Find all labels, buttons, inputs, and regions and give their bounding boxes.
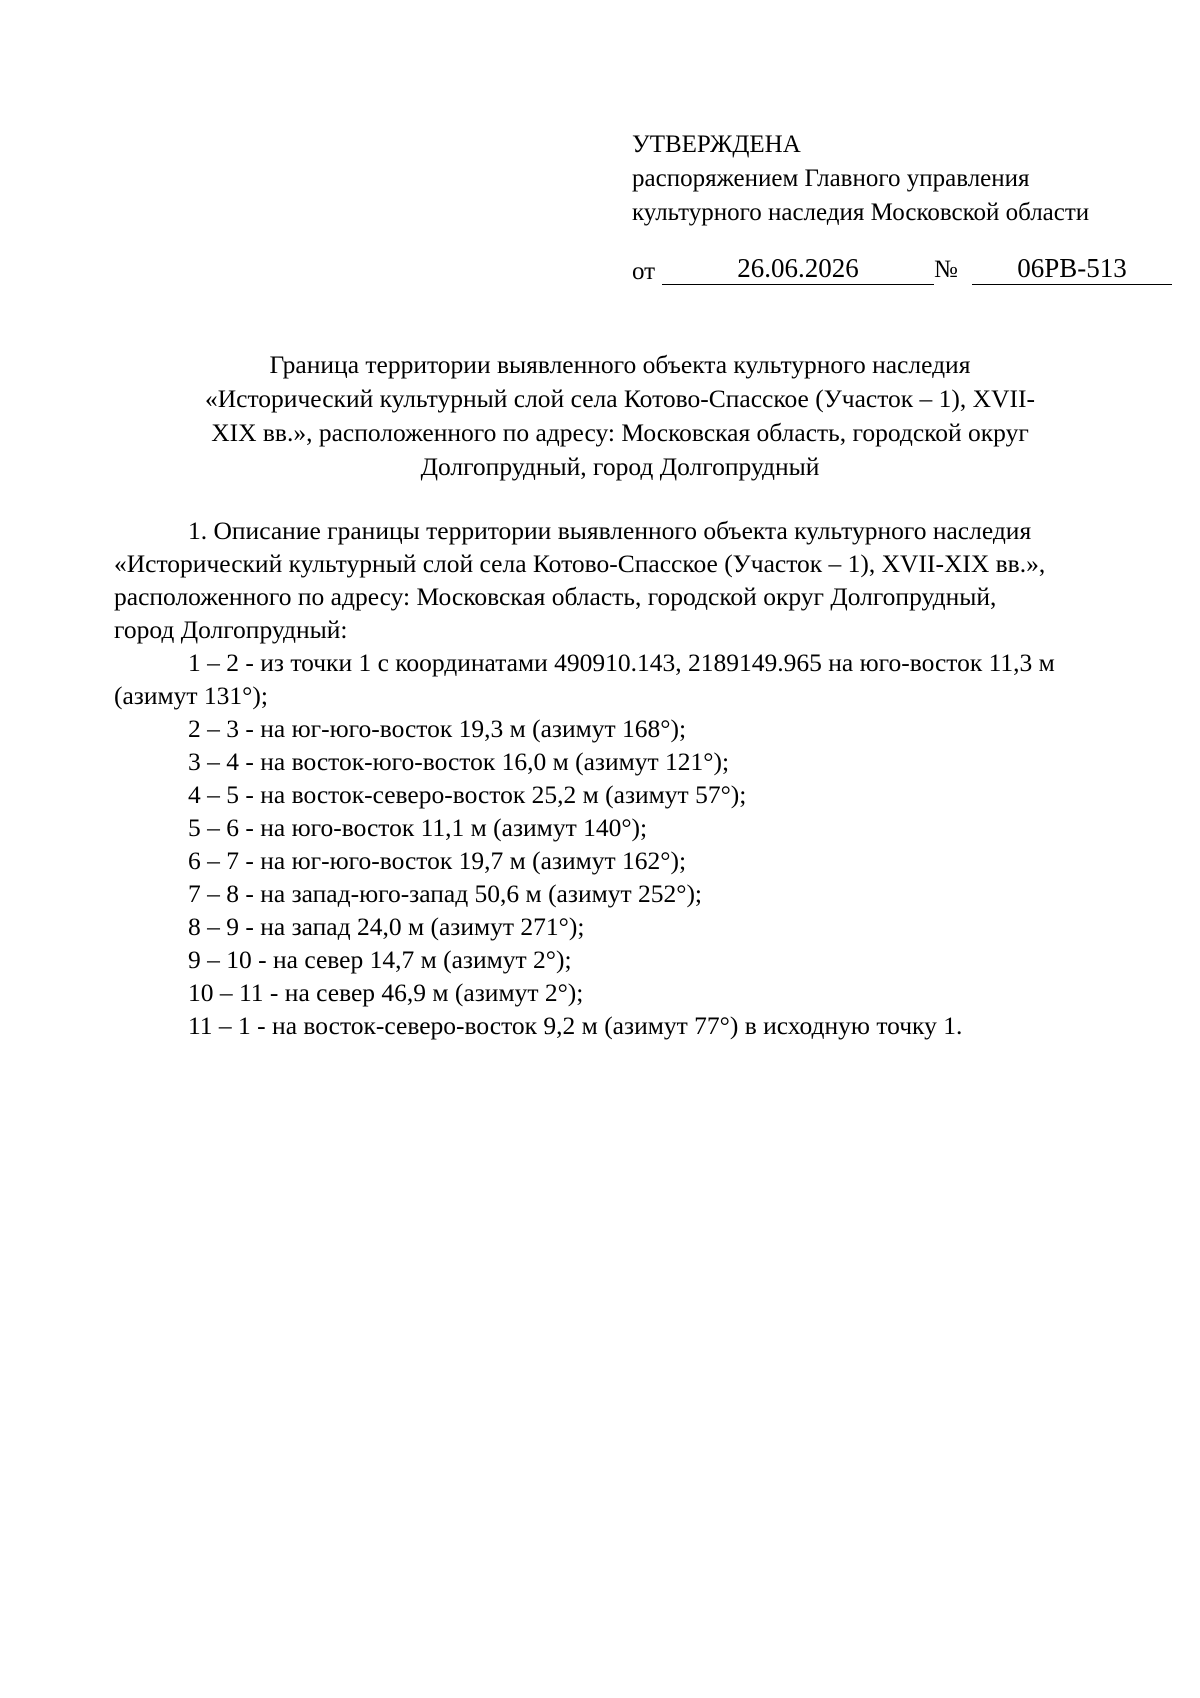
boundary-step-8: 8 – 9 - на запад 24,0 м (азимут 271°); — [188, 912, 585, 941]
title-line-1: Граница территории выявленного объекта культурного наследия — [269, 350, 971, 379]
boundary-step-11: 11 – 1 - на восток-северо-восток 9,2 м (азимут 77°) в исходную точку 1. — [188, 1011, 963, 1040]
boundary-step-5: 5 – 6 - на юго-восток 11,1 м (азимут 140°); — [188, 813, 648, 842]
approval-stamp — [632, 128, 1152, 230]
approval-line-2: культурного наследия Московской области — [632, 199, 1090, 226]
section-1-line-1: 1. Описание границы территории выявленного объекта культурного наследия — [188, 516, 1032, 545]
boundary-step-7: 7 – 8 - на запад-юго-запад 50,6 м (азимут 252°); — [188, 879, 703, 908]
title-line-4: Долгопрудный, город Долгопрудный — [420, 452, 820, 481]
order-reference — [632, 252, 1152, 292]
boundary-step-1: 1 – 2 - из точки 1 с координатами 490910.143, 2189149.965 на юго-восток 11,3 м — [188, 648, 1055, 677]
boundary-step-9: 9 – 10 - на север 14,7 м (азимут 2°); — [188, 945, 572, 974]
order-number: 06РВ-513 — [972, 252, 1172, 285]
boundary-step-2: 2 – 3 - на юг-юго-восток 19,3 м (азимут 168°); — [188, 714, 687, 743]
title-line-2: «Исторический культурный слой села Котово-Спасское (Участок – 1), XVII- — [205, 384, 1035, 413]
title-line-3: XIX вв.», расположенного по адресу: Московская область, городской округ — [211, 418, 1029, 447]
boundary-description — [114, 514, 1144, 1042]
boundary-step-4: 4 – 5 - на восток-северо-восток 25,2 м (азимут 57°); — [188, 780, 747, 809]
document-title — [160, 348, 1080, 484]
boundary-step-1-cont: (азимут 131°); — [114, 681, 268, 710]
approval-line-1: распоряжением Главного управления — [632, 165, 1030, 192]
boundary-step-3: 3 – 4 - на восток-юго-восток 16,0 м (азимут 121°); — [188, 747, 730, 776]
section-1-line-2: «Исторический культурный слой села Котово-Спасское (Участок – 1), XVII-XIX вв.», — [114, 549, 1046, 578]
boundary-step-10: 10 – 11 - на север 46,9 м (азимут 2°); — [188, 978, 584, 1007]
section-1-line-4: город Долгопрудный: — [114, 615, 348, 644]
order-from-label: от — [632, 258, 656, 285]
section-1-line-3: расположенного по адресу: Московская область, городской округ Долгопрудный, — [114, 582, 997, 611]
order-number-label: № — [934, 256, 958, 283]
approval-heading: УТВЕРЖДЕНА — [632, 131, 801, 158]
boundary-step-6: 6 – 7 - на юг-юго-восток 19,7 м (азимут 162°); — [188, 846, 687, 875]
order-date: 26.06.2026 — [662, 252, 934, 285]
